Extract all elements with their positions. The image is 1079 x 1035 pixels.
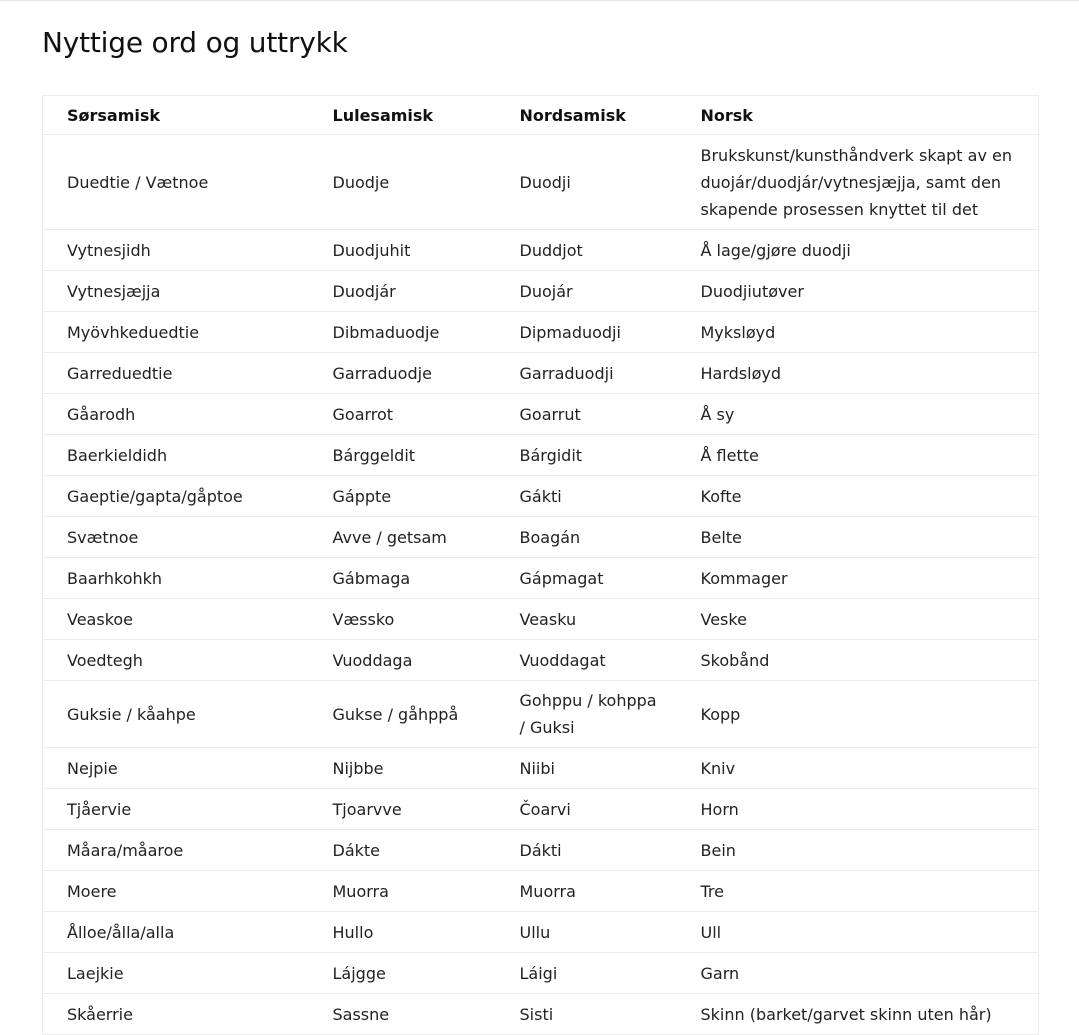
- cell-sorsamisk: Ålloe/ålla/alla: [43, 912, 309, 953]
- cell-sorsamisk: Gaeptie/gapta/gåptoe: [43, 476, 309, 517]
- vocabulary-table: [42, 95, 1039, 1035]
- table-row: [43, 353, 1039, 394]
- cell-nordsamisk: Niibi: [496, 748, 677, 789]
- cell-norsk: Hardsløyd: [677, 353, 1039, 394]
- cell-lulesamisk: Garraduodje: [309, 353, 496, 394]
- cell-nordsamisk: Boagán: [496, 517, 677, 558]
- cell-norsk: Kopp: [677, 681, 1039, 748]
- table-row: [43, 599, 1039, 640]
- table-row: [43, 830, 1039, 871]
- cell-nordsamisk: Duddjot: [496, 230, 677, 271]
- cell-norsk: Skobånd: [677, 640, 1039, 681]
- cell-norsk: Brukskunst/kunsthåndverk skapt av en duojár/duodjár/vytnesjæjja, samt den skapende prosessen knyttet til det: [677, 135, 1039, 230]
- cell-norsk: Ull: [677, 912, 1039, 953]
- cell-nordsamisk: Muorra: [496, 871, 677, 912]
- table-row: [43, 912, 1039, 953]
- cell-lulesamisk: Gábmaga: [309, 558, 496, 599]
- cell-nordsamisk: Gápmagat: [496, 558, 677, 599]
- cell-norsk: Duodjiutøver: [677, 271, 1039, 312]
- cell-norsk: Kniv: [677, 748, 1039, 789]
- column-header-nordsamisk: Nordsamisk: [496, 96, 677, 135]
- cell-norsk: Bein: [677, 830, 1039, 871]
- table-row: [43, 789, 1039, 830]
- cell-sorsamisk: Skåerrie: [67, 1004, 133, 1024]
- cell-lulesamisk: Tjoarvve: [309, 789, 496, 830]
- table-row: [43, 640, 1039, 681]
- cell-nordsamisk: Garraduodji: [496, 353, 677, 394]
- cell-sorsamisk: Gåarodh: [43, 394, 309, 435]
- column-header-sorsamisk: Sørsamisk: [43, 96, 309, 135]
- cell-sorsamisk: Tjåervie: [43, 789, 309, 830]
- cell-sorsamisk: Baerkieldidh: [43, 435, 309, 476]
- cell-norsk: Myksløyd: [677, 312, 1039, 353]
- cell-lulesamisk: Væssko: [309, 599, 496, 640]
- table-row: [43, 271, 1039, 312]
- cell-nordsamisk: Bárgidit: [496, 435, 677, 476]
- cell-lulesamisk: Lájgge: [309, 953, 496, 994]
- cell-sorsamisk: Svætnoe: [43, 517, 309, 558]
- cell-lulesamisk: Gáppte: [309, 476, 496, 517]
- cell-norsk: Kofte: [677, 476, 1039, 517]
- table-row: [43, 312, 1039, 353]
- table-row: [43, 517, 1039, 558]
- cell-norsk: Belte: [677, 517, 1039, 558]
- cell-sorsamisk: Vytnesjidh: [43, 230, 309, 271]
- table-row: [43, 871, 1039, 912]
- column-header-norsk: Norsk: [677, 96, 1039, 135]
- cell-nordsamisk: Dipmaduodji: [496, 312, 677, 353]
- cell-norsk: Å flette: [677, 435, 1039, 476]
- cell-lulesamisk: Duodjár: [309, 271, 496, 312]
- cell-nordsamisk: Čoarvi: [496, 789, 677, 830]
- cell-nordsamisk: Duodji: [496, 135, 677, 230]
- cell-sorsamisk: Måara/måaroe: [43, 830, 309, 871]
- cell-lulesamisk: Avve / getsam: [309, 517, 496, 558]
- cell-nordsamisk: Láigi: [496, 953, 677, 994]
- cell-sorsamisk: Voedtegh: [43, 640, 309, 681]
- cell-nordsamisk: Goarrut: [496, 394, 677, 435]
- table-row: [43, 230, 1039, 271]
- table-row: [43, 681, 1039, 748]
- cell-sorsamisk: Guksie / kåahpe: [43, 681, 309, 748]
- cell-norsk: Veske: [677, 599, 1039, 640]
- cell-norsk: Tre: [677, 871, 1039, 912]
- cell-sorsamisk: Veaskoe: [43, 599, 309, 640]
- cell-nordsamisk: Gákti: [496, 476, 677, 517]
- cell-norsk: Horn: [677, 789, 1039, 830]
- cell-lulesamisk: Muorra: [309, 871, 496, 912]
- cell-sorsamisk: Garreduedtie: [43, 353, 309, 394]
- cell-lulesamisk: Bárggeldit: [309, 435, 496, 476]
- cell-lulesamisk: Nijbbe: [309, 748, 496, 789]
- cell-lulesamisk: Duodjuhit: [309, 230, 496, 271]
- table-header-row: [43, 96, 1039, 135]
- table-row: [43, 135, 1039, 230]
- page-title: Nyttige ord og uttrykk: [42, 26, 348, 59]
- cell-sorsamisk: Laejkie: [43, 953, 309, 994]
- cell-nordsamisk: Ullu: [496, 912, 677, 953]
- cell-lulesamisk: Sassne: [332, 1004, 390, 1024]
- cell-sorsamisk: Myövhkeduedtie: [43, 312, 309, 353]
- cell-nordsamisk: Veasku: [496, 599, 677, 640]
- cell-nordsamisk: Dákti: [496, 830, 677, 871]
- cell-sorsamisk: Duedtie / Vætnoe: [43, 135, 309, 230]
- cell-norsk: Kommager: [677, 558, 1039, 599]
- cell-lulesamisk: Vuoddaga: [309, 640, 496, 681]
- column-header-lulesamisk: Lulesamisk: [309, 96, 496, 135]
- table-row: [43, 435, 1039, 476]
- cell-lulesamisk: Goarrot: [309, 394, 496, 435]
- cell-nordsamisk: Sisti: [519, 1004, 554, 1024]
- cell-lulesamisk: Dákte: [309, 830, 496, 871]
- cell-norsk: Å lage/gjøre duodji: [677, 230, 1039, 271]
- cell-nordsamisk: Vuoddagat: [496, 640, 677, 681]
- cell-lulesamisk: Gukse / gåhppå: [309, 681, 496, 748]
- table-row: [43, 558, 1039, 599]
- cell-sorsamisk: Nejpie: [43, 748, 309, 789]
- table-row: [43, 953, 1039, 994]
- cell-norsk: Garn: [677, 953, 1039, 994]
- cell-nordsamisk: Duojár: [496, 271, 677, 312]
- cell-lulesamisk: Dibmaduodje: [309, 312, 496, 353]
- cell-sorsamisk: Baarhkohkh: [43, 558, 309, 599]
- cell-norsk: Å sy: [677, 394, 1039, 435]
- top-divider: [0, 0, 1079, 1]
- table-row: [43, 394, 1039, 435]
- cell-sorsamisk: Moere: [43, 871, 309, 912]
- cell-norsk: Skinn (barket/garvet skinn uten hår): [700, 1004, 992, 1024]
- table-row: [43, 994, 1039, 1035]
- cell-sorsamisk: Vytnesjæjja: [43, 271, 309, 312]
- table-row: [43, 748, 1039, 789]
- table-row: [43, 476, 1039, 517]
- cell-lulesamisk: Hullo: [309, 912, 496, 953]
- cell-lulesamisk: Duodje: [309, 135, 496, 230]
- cell-nordsamisk: Gohppu / kohppa / Guksi: [496, 681, 677, 748]
